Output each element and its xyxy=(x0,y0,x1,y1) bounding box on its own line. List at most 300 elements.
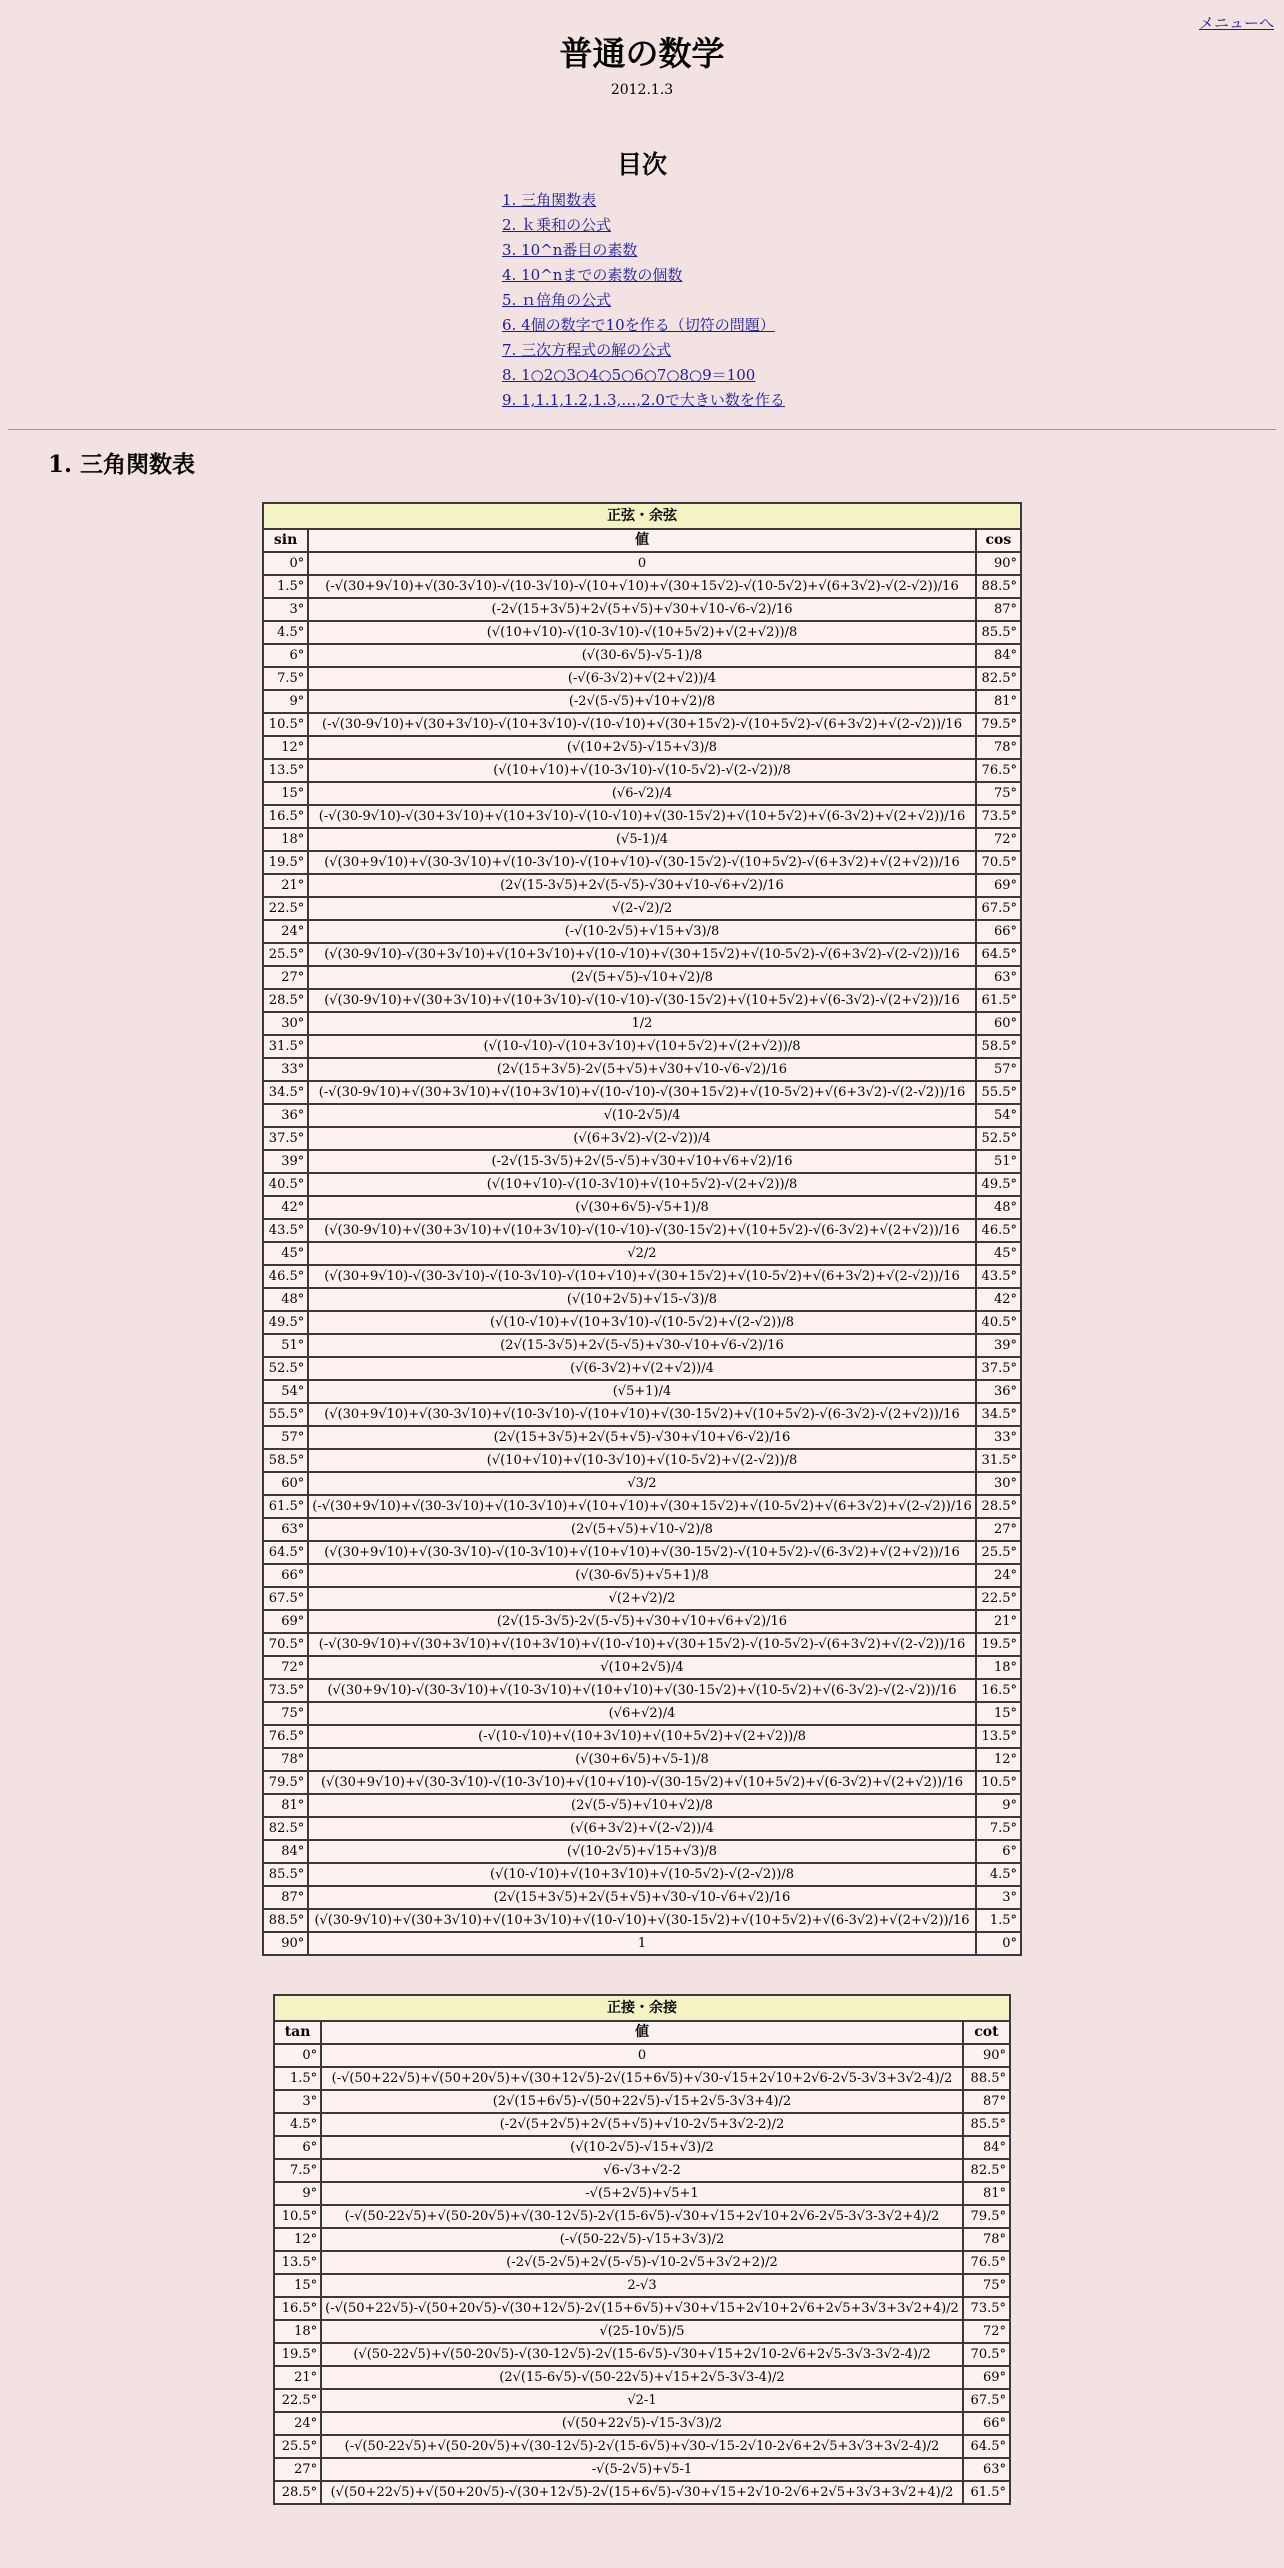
complement-angle-cell: 61.5° xyxy=(976,989,1021,1012)
angle-cell: 60° xyxy=(263,1472,308,1495)
value-cell: (-√(50+22√5)+√(50+20√5)+√(30+12√5)-2√(15+6√5)+√30-√15+2√10+2√6-2√5-3√3+3√2-4)/2 xyxy=(321,2067,963,2090)
value-cell: √(2-√2)/2 xyxy=(308,897,975,920)
complement-angle-cell: 69° xyxy=(976,874,1021,897)
tan-cot-table-body xyxy=(274,2044,1010,2504)
table-row xyxy=(263,943,1021,966)
menu-link[interactable]: メニューへ xyxy=(1198,14,1274,32)
table-row xyxy=(263,1679,1021,1702)
table-row xyxy=(263,1702,1021,1725)
angle-cell: 51° xyxy=(263,1334,308,1357)
toc-link-2[interactable]: 2. ｋ乗和の公式 xyxy=(502,216,612,234)
value-cell: (√(30+9√10)+√(30-3√10)+√(10-3√10)-√(10+√10)-√(30-15√2)-√(10+5√2)-√(6+3√2)+√(2+√2))/16 xyxy=(308,851,975,874)
angle-cell: 43.5° xyxy=(263,1219,308,1242)
table-row xyxy=(274,2481,1010,2504)
table-row xyxy=(274,2090,1010,2113)
value-cell: (√(10+2√5)-√15+√3)/8 xyxy=(308,736,975,759)
table-row xyxy=(274,2297,1010,2320)
table-row xyxy=(263,1817,1021,1840)
table-row xyxy=(263,1449,1021,1472)
angle-cell: 15° xyxy=(263,782,308,805)
complement-angle-cell: 64.5° xyxy=(976,943,1021,966)
table-row xyxy=(263,1081,1021,1104)
complement-angle-cell: 4.5° xyxy=(976,1863,1021,1886)
complement-angle-cell: 16.5° xyxy=(976,1679,1021,1702)
angle-cell: 72° xyxy=(263,1656,308,1679)
complement-angle-cell: 42° xyxy=(976,1288,1021,1311)
angle-cell: 42° xyxy=(263,1196,308,1219)
complement-angle-cell: 60° xyxy=(976,1012,1021,1035)
col-header-cot: cot xyxy=(963,2021,1010,2044)
complement-angle-cell: 27° xyxy=(976,1518,1021,1541)
angle-cell: 67.5° xyxy=(263,1587,308,1610)
angle-cell: 22.5° xyxy=(263,897,308,920)
complement-angle-cell: 63° xyxy=(963,2458,1010,2481)
angle-cell: 3° xyxy=(263,598,308,621)
angle-cell: 28.5° xyxy=(263,989,308,1012)
angle-cell: 69° xyxy=(263,1610,308,1633)
complement-angle-cell: 3° xyxy=(976,1886,1021,1909)
value-cell: (√5+1)/4 xyxy=(308,1380,975,1403)
table-row xyxy=(274,2044,1010,2067)
toc-link-8[interactable]: 8. 1○2○3○4○5○6○7○8○9＝100 xyxy=(502,366,756,384)
table-row xyxy=(263,989,1021,1012)
table-row xyxy=(263,1886,1021,1909)
toc-item xyxy=(502,363,1284,388)
toc-link-7[interactable]: 7. 三次方程式の解の公式 xyxy=(502,341,672,359)
complement-angle-cell: 24° xyxy=(976,1564,1021,1587)
complement-angle-cell: 75° xyxy=(976,782,1021,805)
angle-cell: 6° xyxy=(274,2136,321,2159)
complement-angle-cell: 54° xyxy=(976,1104,1021,1127)
angle-cell: 78° xyxy=(263,1748,308,1771)
complement-angle-cell: 76.5° xyxy=(963,2251,1010,2274)
value-cell: (√(30+6√5)-√5+1)/8 xyxy=(308,1196,975,1219)
complement-angle-cell: 52.5° xyxy=(976,1127,1021,1150)
complement-angle-cell: 36° xyxy=(976,1380,1021,1403)
value-cell: (√(30+9√10)-√(30-3√10)-√(10-3√10)-√(10+√10)+√(30+15√2)+√(10-5√2)+√(6+3√2)+√(2-√2))/16 xyxy=(308,1265,975,1288)
table-row xyxy=(263,1656,1021,1679)
complement-angle-cell: 39° xyxy=(976,1334,1021,1357)
toc-item xyxy=(502,338,1284,363)
complement-angle-cell: 19.5° xyxy=(976,1633,1021,1656)
toc-heading: 目次 xyxy=(616,150,667,179)
complement-angle-cell: 31.5° xyxy=(976,1449,1021,1472)
angle-cell: 61.5° xyxy=(263,1495,308,1518)
value-cell: √6-√3+√2-2 xyxy=(321,2159,963,2182)
angle-cell: 10.5° xyxy=(263,713,308,736)
angle-cell: 18° xyxy=(263,828,308,851)
complement-angle-cell: 87° xyxy=(976,598,1021,621)
table-row xyxy=(263,1771,1021,1794)
angle-cell: 46.5° xyxy=(263,1265,308,1288)
table-row xyxy=(263,1196,1021,1219)
complement-angle-cell: 34.5° xyxy=(976,1403,1021,1426)
complement-angle-cell: 85.5° xyxy=(976,621,1021,644)
complement-angle-cell: 12° xyxy=(976,1748,1021,1771)
value-cell: (√(30+6√5)+√5-1)/8 xyxy=(308,1748,975,1771)
complement-angle-cell: 70.5° xyxy=(963,2343,1010,2366)
table-row xyxy=(263,1265,1021,1288)
table-row xyxy=(274,2343,1010,2366)
complement-angle-cell: 81° xyxy=(963,2182,1010,2205)
angle-cell: 40.5° xyxy=(263,1173,308,1196)
value-cell: (-2√(5-√5)+√10+√2)/8 xyxy=(308,690,975,713)
table-row xyxy=(263,874,1021,897)
angle-cell: 31.5° xyxy=(263,1035,308,1058)
angle-cell: 45° xyxy=(263,1242,308,1265)
complement-angle-cell: 75° xyxy=(963,2274,1010,2297)
complement-angle-cell: 0° xyxy=(976,1932,1021,1955)
complement-angle-cell: 61.5° xyxy=(963,2481,1010,2504)
value-cell: (2√(5-√5)+√10+√2)/8 xyxy=(308,1794,975,1817)
complement-angle-cell: 88.5° xyxy=(963,2067,1010,2090)
value-cell: -√(5-2√5)+√5-1 xyxy=(321,2458,963,2481)
table-row xyxy=(263,920,1021,943)
angle-cell: 15° xyxy=(274,2274,321,2297)
value-cell: (2√(15-3√5)+2√(5-√5)+√30-√10+√6-√2)/16 xyxy=(308,1334,975,1357)
value-cell: (√(50-22√5)+√(50-20√5)-√(30-12√5)-2√(15-6√5)-√30+√15+2√10-2√6+2√5-3√3-3√2-4)/2 xyxy=(321,2343,963,2366)
value-cell: (-√(50-22√5)+√(50-20√5)+√(30-12√5)-2√(15-6√5)+√30-√15-2√10-2√6+2√5+3√3+3√2-4)/2 xyxy=(321,2435,963,2458)
angle-cell: 34.5° xyxy=(263,1081,308,1104)
table-row xyxy=(263,897,1021,920)
table-row xyxy=(263,1541,1021,1564)
table-row xyxy=(263,1518,1021,1541)
value-cell: (√(30-9√10)+√(30+3√10)+√(10+3√10)+√(10-√10)+√(30-15√2)+√(10+5√2)+√(6-3√2)+√(2+√2))/16 xyxy=(308,1909,975,1932)
angle-cell: 66° xyxy=(263,1564,308,1587)
table-row xyxy=(263,1403,1021,1426)
table-row xyxy=(274,2205,1010,2228)
complement-angle-cell: 66° xyxy=(963,2412,1010,2435)
angle-cell: 1.5° xyxy=(263,575,308,598)
complement-angle-cell: 57° xyxy=(976,1058,1021,1081)
value-cell: (2√(15+3√5)+2√(5+√5)+√30-√10-√6+√2)/16 xyxy=(308,1886,975,1909)
value-cell: (-√(10-√10)+√(10+3√10)+√(10+5√2)+√(2+√2))/8 xyxy=(308,1725,975,1748)
angle-cell: 84° xyxy=(263,1840,308,1863)
table-row xyxy=(263,1104,1021,1127)
table-row xyxy=(274,2251,1010,2274)
complement-angle-cell: 25.5° xyxy=(976,1541,1021,1564)
table-row xyxy=(263,1150,1021,1173)
angle-cell: 21° xyxy=(263,874,308,897)
complement-angle-cell: 64.5° xyxy=(963,2435,1010,2458)
value-cell: (-√(50+22√5)-√(50+20√5)-√(30+12√5)-2√(15+6√5)+√30+√15+2√10+2√6+2√5+3√3+3√2+4)/2 xyxy=(321,2297,963,2320)
angle-cell: 7.5° xyxy=(263,667,308,690)
complement-angle-cell: 40.5° xyxy=(976,1311,1021,1334)
complement-angle-cell: 1.5° xyxy=(976,1909,1021,1932)
angle-cell: 81° xyxy=(263,1794,308,1817)
value-cell: (√(10+√10)-√(10-3√10)-√(10+5√2)+√(2+√2))/8 xyxy=(308,621,975,644)
complement-angle-cell: 7.5° xyxy=(976,1817,1021,1840)
complement-angle-cell: 87° xyxy=(963,2090,1010,2113)
table-row xyxy=(274,2274,1010,2297)
table-row xyxy=(263,1863,1021,1886)
angle-cell: 73.5° xyxy=(263,1679,308,1702)
angle-cell: 24° xyxy=(274,2412,321,2435)
value-cell: (√(30-6√5)+√5+1)/8 xyxy=(308,1564,975,1587)
angle-cell: 7.5° xyxy=(274,2159,321,2182)
value-cell: (√(10-√10)+√(10+3√10)-√(10-5√2)+√(2-√2))/8 xyxy=(308,1311,975,1334)
complement-angle-cell: 69° xyxy=(963,2366,1010,2389)
value-cell: √(2+√2)/2 xyxy=(308,1587,975,1610)
table-row xyxy=(263,621,1021,644)
value-cell: (2√(15+3√5)-2√(5+√5)+√30+√10-√6-√2)/16 xyxy=(308,1058,975,1081)
toc-link-5[interactable]: 5. ｎ倍角の公式 xyxy=(502,291,612,309)
angle-cell: 63° xyxy=(263,1518,308,1541)
complement-angle-cell: 22.5° xyxy=(976,1587,1021,1610)
complement-angle-cell: 73.5° xyxy=(976,805,1021,828)
value-cell: (-√(50-22√5)+√(50-20√5)+√(30-12√5)-2√(15-6√5)-√30+√15+2√10+2√6-2√5-3√3-3√2+4)/2 xyxy=(321,2205,963,2228)
table-row xyxy=(263,1472,1021,1495)
sin-cos-table xyxy=(262,502,1022,1956)
angle-cell: 27° xyxy=(274,2458,321,2481)
complement-angle-cell: 45° xyxy=(976,1242,1021,1265)
complement-angle-cell: 90° xyxy=(976,552,1021,575)
complement-angle-cell: 6° xyxy=(976,1840,1021,1863)
toc-link-6[interactable]: 6. 4個の数字で10を作る（切符の問題） xyxy=(502,316,775,334)
col-header-tan: tan xyxy=(274,2021,321,2044)
value-cell: (-√(10-2√5)+√15+√3)/8 xyxy=(308,920,975,943)
angle-cell: 28.5° xyxy=(274,2481,321,2504)
table-row xyxy=(263,1633,1021,1656)
table-row xyxy=(274,2389,1010,2412)
complement-angle-cell: 67.5° xyxy=(963,2389,1010,2412)
complement-angle-cell: 84° xyxy=(963,2136,1010,2159)
complement-angle-cell: 46.5° xyxy=(976,1219,1021,1242)
angle-cell: 12° xyxy=(263,736,308,759)
toc-item xyxy=(502,263,1284,288)
toc-link-9[interactable]: 9. 1,1.1,1.2,1.3,…,2.0で大きい数を作る xyxy=(502,391,785,409)
table-row xyxy=(263,1794,1021,1817)
angle-cell: 37.5° xyxy=(263,1127,308,1150)
angle-cell: 57° xyxy=(263,1426,308,1449)
table-row xyxy=(263,552,1021,575)
page-date: 2012.1.3 xyxy=(610,82,674,98)
page-title: 普通の数学 xyxy=(559,34,725,73)
table-row xyxy=(263,805,1021,828)
value-cell: (√(30+9√10)+√(30-3√10)-√(10-3√10)+√(10+√10)+√(30-15√2)-√(10+5√2)-√(6-3√2)+√(2+√2))/16 xyxy=(308,1541,975,1564)
toc-link-4[interactable]: 4. 10^nまでの素数の個数 xyxy=(502,266,683,284)
value-cell: (√(10+√10)-√(10-3√10)+√(10+5√2)-√(2+√2))/8 xyxy=(308,1173,975,1196)
value-cell: (2√(5+√5)-√10+√2)/8 xyxy=(308,966,975,989)
complement-angle-cell: 78° xyxy=(963,2228,1010,2251)
complement-angle-cell: 76.5° xyxy=(976,759,1021,782)
value-cell: 0 xyxy=(321,2044,963,2067)
table-row xyxy=(263,966,1021,989)
value-cell: (-2√(15+3√5)+2√(5+√5)+√30+√10-√6-√2)/16 xyxy=(308,598,975,621)
complement-angle-cell: 13.5° xyxy=(976,1725,1021,1748)
angle-cell: 75° xyxy=(263,1702,308,1725)
table-row xyxy=(263,1380,1021,1403)
value-cell: (-√(6-3√2)+√(2+√2))/4 xyxy=(308,667,975,690)
value-cell: (-√(30+9√10)+√(30-3√10)+√(10-3√10)+√(10+√10)+√(30+15√2)+√(10-5√2)+√(6+3√2)+√(2-√2))/16 xyxy=(308,1495,975,1518)
angle-cell: 52.5° xyxy=(263,1357,308,1380)
value-cell: (-√(30-9√10)-√(30+3√10)+√(10+3√10)-√(10-√10)+√(30-15√2)+√(10+5√2)+√(6-3√2)+√(2+√2))/16 xyxy=(308,805,975,828)
toc-link-3[interactable]: 3. 10^n番目の素数 xyxy=(502,241,638,259)
value-cell: (2√(15-3√5)-2√(5-√5)+√30+√10+√6+√2)/16 xyxy=(308,1610,975,1633)
angle-cell: 79.5° xyxy=(263,1771,308,1794)
value-cell: √(10-2√5)/4 xyxy=(308,1104,975,1127)
angle-cell: 76.5° xyxy=(263,1725,308,1748)
value-cell: (√(50+22√5)-√15-3√3)/2 xyxy=(321,2412,963,2435)
table-row xyxy=(274,2435,1010,2458)
angle-cell: 85.5° xyxy=(263,1863,308,1886)
value-cell: (√(10-2√5)-√15+√3)/2 xyxy=(321,2136,963,2159)
table-row xyxy=(263,1219,1021,1242)
complement-angle-cell: 72° xyxy=(976,828,1021,851)
value-cell: (√(6-3√2)+√(2+√2))/4 xyxy=(308,1357,975,1380)
toc-item xyxy=(502,313,1284,338)
table-group-label: 正弦・余弦 xyxy=(263,503,1021,529)
complement-angle-cell: 33° xyxy=(976,1426,1021,1449)
table-row xyxy=(274,2159,1010,2182)
value-cell: (√(30-9√10)+√(30+3√10)+√(10+3√10)-√(10-√10)-√(30-15√2)+√(10+5√2)+√(6-3√2)-√(2+√2))/16 xyxy=(308,989,975,1012)
angle-cell: 13.5° xyxy=(263,759,308,782)
value-cell: (√(50+22√5)+√(50+20√5)-√(30+12√5)-2√(15+6√5)-√30+√15+2√10-2√6+2√5+3√3+3√2+4)/2 xyxy=(321,2481,963,2504)
value-cell: √2-1 xyxy=(321,2389,963,2412)
table-row xyxy=(274,2412,1010,2435)
complement-angle-cell: 48° xyxy=(976,1196,1021,1219)
value-cell: (√(30+9√10)+√(30-3√10)-√(10-3√10)+√(10+√10)-√(30-15√2)+√(10+5√2)+√(6-3√2)+√(2+√2))/16 xyxy=(308,1771,975,1794)
value-cell: (-√(50-22√5)-√15+3√3)/2 xyxy=(321,2228,963,2251)
toc-list xyxy=(0,188,1284,413)
col-header-value: 値 xyxy=(321,2021,963,2044)
table-row xyxy=(263,575,1021,598)
angle-cell: 4.5° xyxy=(274,2113,321,2136)
angle-cell: 58.5° xyxy=(263,1449,308,1472)
value-cell: (√(10+2√5)+√15-√3)/8 xyxy=(308,1288,975,1311)
value-cell: (√(30+9√10)-√(30-3√10)+√(10-3√10)+√(10+√10)+√(30-15√2)+√(10-5√2)+√(6-3√2)-√(2-√2))/16 xyxy=(308,1679,975,1702)
table-row xyxy=(263,851,1021,874)
complement-angle-cell: 73.5° xyxy=(963,2297,1010,2320)
value-cell: (√(10-√10)-√(10+3√10)+√(10+5√2)+√(2+√2))/8 xyxy=(308,1035,975,1058)
toc-link-1[interactable]: 1. 三角関数表 xyxy=(502,191,597,209)
complement-angle-cell: 15° xyxy=(976,1702,1021,1725)
col-header-sin: sin xyxy=(263,529,308,552)
angle-cell: 27° xyxy=(263,966,308,989)
complement-angle-cell: 55.5° xyxy=(976,1081,1021,1104)
table-row xyxy=(263,1610,1021,1633)
table-row xyxy=(263,1748,1021,1771)
complement-angle-cell: 90° xyxy=(963,2044,1010,2067)
table-row xyxy=(263,828,1021,851)
value-cell: (√(10-√10)+√(10+3√10)+√(10-5√2)-√(2-√2))/8 xyxy=(308,1863,975,1886)
value-cell: (√(30-6√5)-√5-1)/8 xyxy=(308,644,975,667)
angle-cell: 48° xyxy=(263,1288,308,1311)
angle-cell: 88.5° xyxy=(263,1909,308,1932)
angle-cell: 22.5° xyxy=(274,2389,321,2412)
table-row xyxy=(263,1311,1021,1334)
complement-angle-cell: 67.5° xyxy=(976,897,1021,920)
complement-angle-cell: 21° xyxy=(976,1610,1021,1633)
table-row xyxy=(263,1357,1021,1380)
value-cell: (2√(15-6√5)-√(50-22√5)+√15+2√5-3√3-4)/2 xyxy=(321,2366,963,2389)
table-row xyxy=(263,1058,1021,1081)
angle-cell: 25.5° xyxy=(263,943,308,966)
value-cell: -√(5+2√5)+√5+1 xyxy=(321,2182,963,2205)
angle-cell: 16.5° xyxy=(274,2297,321,2320)
value-cell: (-2√(5-2√5)+2√(5-√5)-√10-2√5+3√2+2)/2 xyxy=(321,2251,963,2274)
tan-cot-table xyxy=(273,1994,1011,2505)
angle-cell: 82.5° xyxy=(263,1817,308,1840)
table-row xyxy=(263,1288,1021,1311)
table-row xyxy=(263,1012,1021,1035)
table-row xyxy=(274,2136,1010,2159)
section-divider xyxy=(8,429,1276,430)
complement-angle-cell: 63° xyxy=(976,966,1021,989)
table-row xyxy=(274,2366,1010,2389)
value-cell: (-√(30+9√10)+√(30-3√10)-√(10-3√10)-√(10+√10)+√(30+15√2)-√(10-5√2)+√(6+3√2)-√(2-√2))/16 xyxy=(308,575,975,598)
angle-cell: 0° xyxy=(263,552,308,575)
value-cell: (-√(30-9√10)+√(30+3√10)+√(10+3√10)+√(10-√10)-√(30+15√2)+√(10-5√2)+√(6+3√2)-√(2-√2))/16 xyxy=(308,1081,975,1104)
angle-cell: 64.5° xyxy=(263,1541,308,1564)
table-row xyxy=(263,644,1021,667)
table-row xyxy=(263,1840,1021,1863)
toc-item xyxy=(502,388,1284,413)
angle-cell: 10.5° xyxy=(274,2205,321,2228)
table-row xyxy=(263,1725,1021,1748)
angle-cell: 18° xyxy=(274,2320,321,2343)
table-row xyxy=(263,1173,1021,1196)
complement-angle-cell: 49.5° xyxy=(976,1173,1021,1196)
angle-cell: 21° xyxy=(274,2366,321,2389)
table-row xyxy=(263,1127,1021,1150)
toc-item xyxy=(502,238,1284,263)
value-cell: (√(10+√10)+√(10-3√10)-√(10-5√2)-√(2-√2))/8 xyxy=(308,759,975,782)
complement-angle-cell: 82.5° xyxy=(963,2159,1010,2182)
table-row xyxy=(274,2182,1010,2205)
complement-angle-cell: 70.5° xyxy=(976,851,1021,874)
table-row xyxy=(263,1587,1021,1610)
value-cell: (√(6+3√2)+√(2-√2))/4 xyxy=(308,1817,975,1840)
angle-cell: 12° xyxy=(274,2228,321,2251)
value-cell: √3/2 xyxy=(308,1472,975,1495)
angle-cell: 87° xyxy=(263,1886,308,1909)
sin-cos-table-body xyxy=(263,552,1021,1955)
complement-angle-cell: 88.5° xyxy=(976,575,1021,598)
value-cell: (√6-√2)/4 xyxy=(308,782,975,805)
table-row xyxy=(263,759,1021,782)
complement-angle-cell: 58.5° xyxy=(976,1035,1021,1058)
value-cell: 0 xyxy=(308,552,975,575)
table-row xyxy=(263,1495,1021,1518)
table-row xyxy=(263,713,1021,736)
table-row xyxy=(263,1334,1021,1357)
value-cell: (2√(5+√5)+√10-√2)/8 xyxy=(308,1518,975,1541)
table-row xyxy=(274,2113,1010,2136)
complement-angle-cell: 51° xyxy=(976,1150,1021,1173)
angle-cell: 3° xyxy=(274,2090,321,2113)
angle-cell: 30° xyxy=(263,1012,308,1035)
angle-cell: 0° xyxy=(274,2044,321,2067)
table-row xyxy=(263,598,1021,621)
value-cell: (√(30-9√10)+√(30+3√10)+√(10+3√10)-√(10-√10)-√(30-15√2)+√(10+5√2)-√(6-3√2)+√(2+√2))/16 xyxy=(308,1219,975,1242)
complement-angle-cell: 78° xyxy=(976,736,1021,759)
table-row xyxy=(263,1564,1021,1587)
complement-angle-cell: 37.5° xyxy=(976,1357,1021,1380)
toc-item xyxy=(502,188,1284,213)
complement-angle-cell: 66° xyxy=(976,920,1021,943)
value-cell: (√6+√2)/4 xyxy=(308,1702,975,1725)
table-group-label: 正接・余接 xyxy=(274,1995,1010,2021)
col-header-value: 値 xyxy=(308,529,975,552)
angle-cell: 4.5° xyxy=(263,621,308,644)
table-row xyxy=(263,667,1021,690)
table-row xyxy=(274,2458,1010,2481)
complement-angle-cell: 84° xyxy=(976,644,1021,667)
angle-cell: 33° xyxy=(263,1058,308,1081)
value-cell: 1/2 xyxy=(308,1012,975,1035)
value-cell: √(10+2√5)/4 xyxy=(308,1656,975,1679)
